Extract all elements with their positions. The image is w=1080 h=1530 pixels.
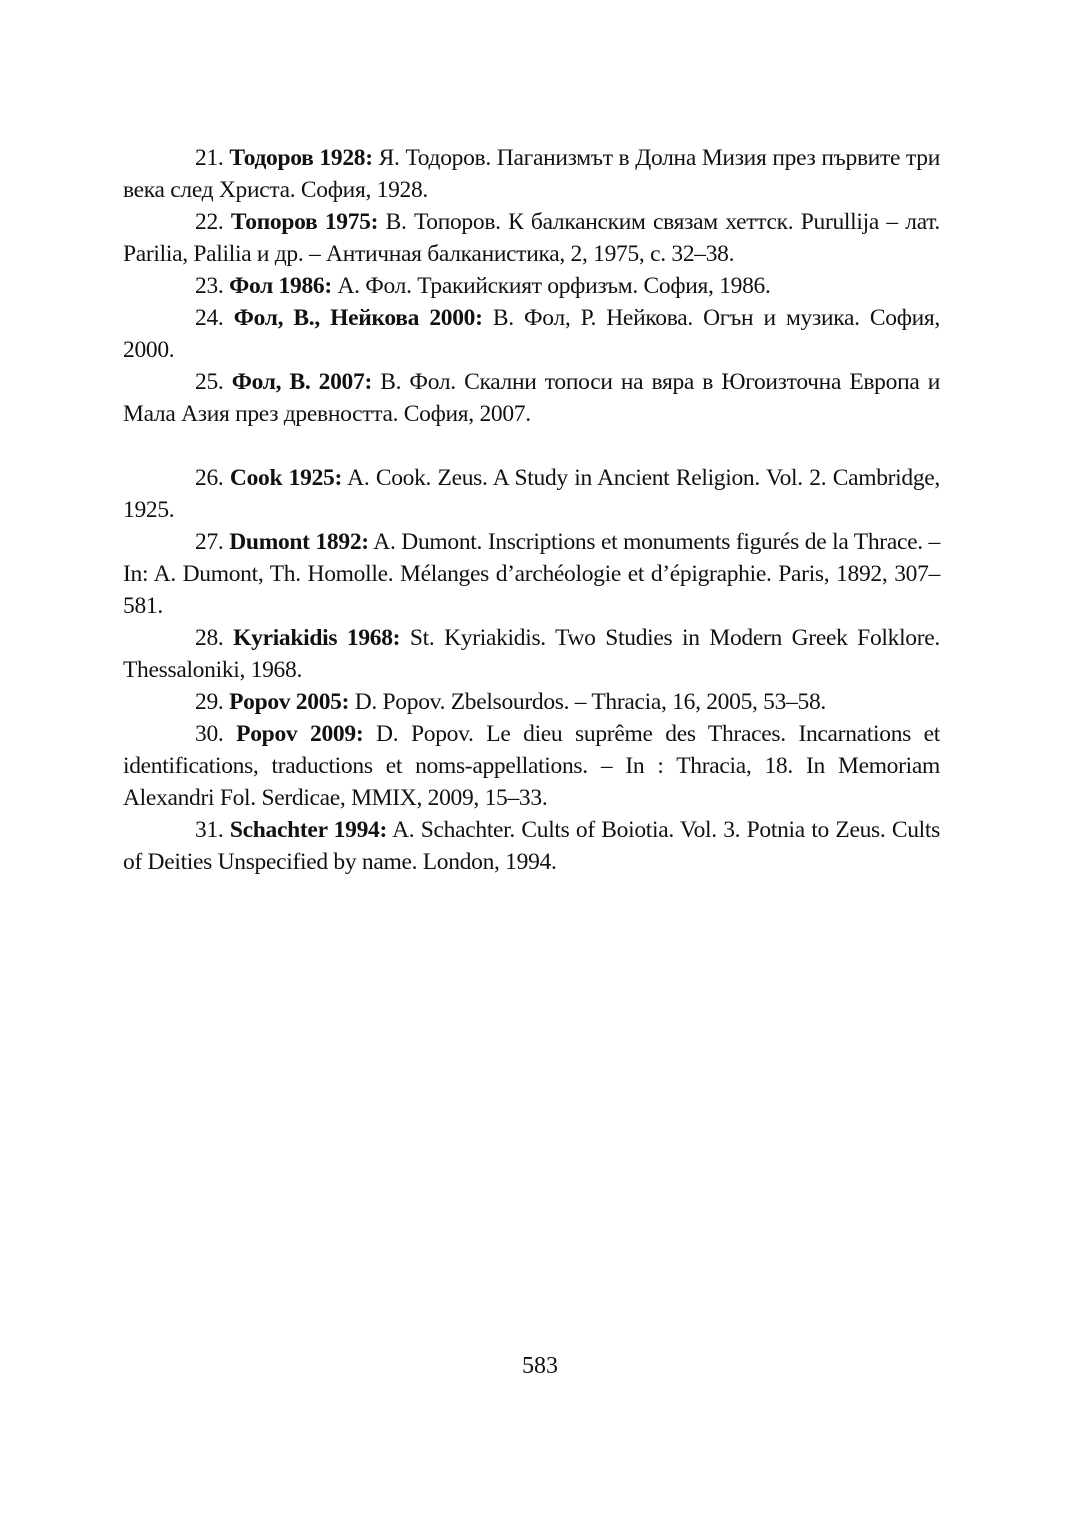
reference-entry [123, 366, 940, 430]
section-gap [123, 430, 940, 462]
reference-key: Kyriakidis 1968: [233, 625, 401, 651]
reference-text: Я. Тодоров. Паганизмът в Долна Мизия през първите три века след Христа. София, 1928. [123, 145, 940, 203]
reference-number: 28. [195, 625, 224, 651]
reference-number: 23. [195, 273, 224, 299]
reference-key: Тодоров 1928: [229, 145, 373, 171]
reference-key: Popov 2009: [236, 721, 364, 747]
reference-entry [123, 142, 940, 206]
reference-entry [123, 302, 940, 366]
reference-number: 27. [195, 529, 224, 555]
reference-key: Топоров 1975: [230, 209, 379, 235]
reference-text: A. Cook. Zeus. A Study in Ancient Religion. Vol. 2. Cambridge, 1925. [123, 465, 941, 523]
reference-entry [123, 526, 940, 622]
reference-key: Schachter 1994: [229, 817, 387, 843]
reference-number: 25. [195, 369, 224, 395]
reference-number: 22. [195, 209, 224, 235]
reference-key: Cook 1925: [229, 465, 343, 491]
reference-entry [123, 270, 940, 302]
reference-text: А. Фол. Тракийският орфизъм. София, 1986. [337, 273, 771, 299]
reference-entry [123, 686, 940, 718]
reference-text: A. Dumont. Inscriptions et monuments figurés de la Thrace. – In: A. Dumont, Th. Homolle. Mélanges d’archéologie et d’épigraphie. Paris, 1892, 307–581. [123, 529, 940, 619]
reference-number: 30. [195, 721, 224, 747]
reference-text: St. Kyriakidis. Two Studies in Modern Greek Folklore. Thessaloniki, 1968. [123, 625, 940, 683]
reference-entry [123, 206, 940, 270]
reference-list [123, 142, 940, 878]
reference-entry [123, 718, 940, 814]
reference-text: В. Фол. Скални топоси на вяра в Югоизточна Европа и Мала Азия през древността. София, 2007. [123, 369, 940, 427]
reference-entry [123, 814, 940, 878]
reference-number: 26. [195, 465, 224, 491]
reference-number: 21. [195, 145, 224, 171]
reference-key: Dumont 1892: [229, 529, 369, 555]
reference-entry [123, 622, 940, 686]
reference-key: Popov 2005: [229, 689, 350, 715]
reference-number: 31. [195, 817, 224, 843]
reference-text: D. Popov. Le dieu suprême des Thraces. Incarnations et identifications, traductions et noms-appellations. – In : Thracia, 18. In Memoriam Alexandri Fol. Serdicae, MMIX, 2009, 15–33. [123, 721, 941, 811]
reference-text: D. Popov. Zbelsourdos. – Thracia, 16, 2005, 53–58. [354, 689, 826, 715]
reference-text: A. Schachter. Cults of Boiotia. Vol. 3. Potnia to Zeus. Cults of Deities Unspecified by name. London, 1994. [123, 817, 940, 875]
reference-text: В. Топоров. К балканским связам хеттск. Purullija – лат. Parilia, Palilia и др. – Античная балканистика, 2, 1975, с. 32–38. [123, 209, 941, 267]
reference-entry [123, 462, 940, 526]
reference-number: 24. [195, 305, 224, 331]
page-number: 583 [522, 1353, 558, 1379]
reference-key: Фол, В. 2007: [231, 369, 372, 395]
reference-text: В. Фол, Р. Нейкова. Огън и музика. София, 2000. [123, 305, 941, 363]
reference-key: Фол 1986: [229, 273, 332, 299]
reference-number: 29. [195, 689, 224, 715]
reference-key: Фол, В., Нейкова 2000: [233, 305, 483, 331]
